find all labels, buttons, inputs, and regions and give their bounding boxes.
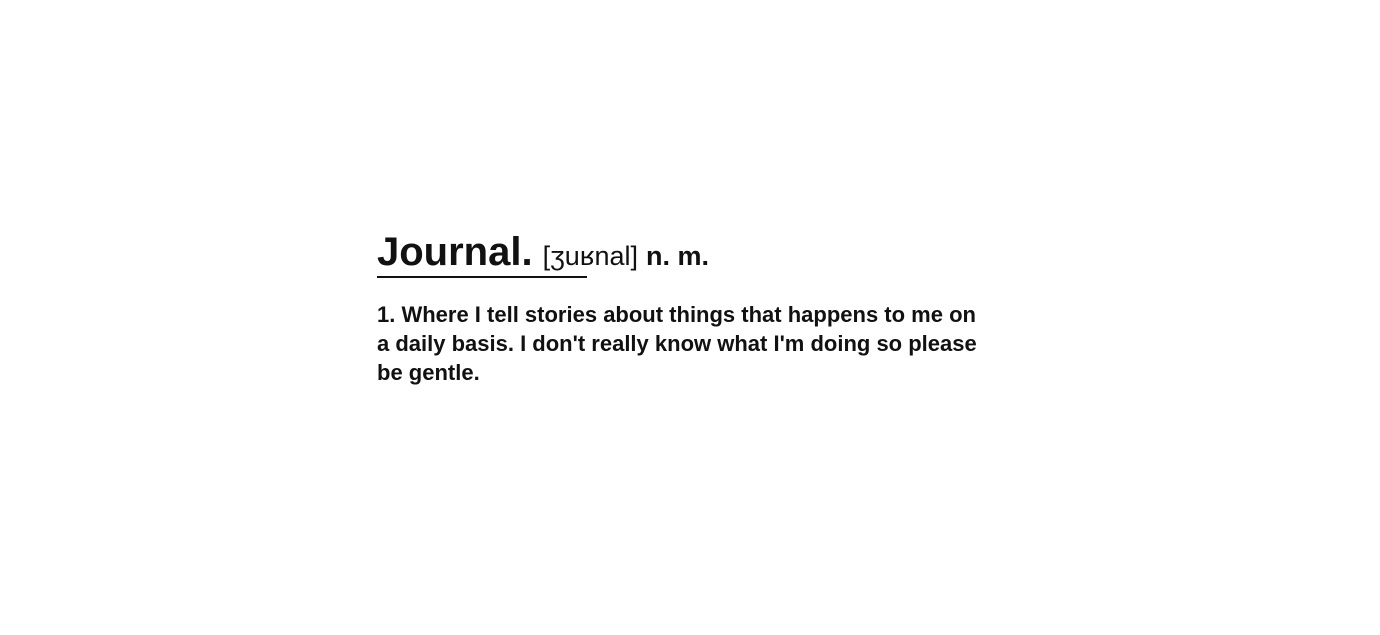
headword: Journal. [377,230,533,274]
definition-text: 1. Where I tell stories about things that happens to me on a daily basis. I don't really know what I'm doing so please be gentle. [377,302,977,385]
headword-line [377,228,977,278]
headword-underline [377,276,587,278]
part-of-speech: n. m. [645,241,709,271]
pronunciation: [ʒuʁnal] [542,241,638,271]
dictionary-definition [377,228,977,387]
